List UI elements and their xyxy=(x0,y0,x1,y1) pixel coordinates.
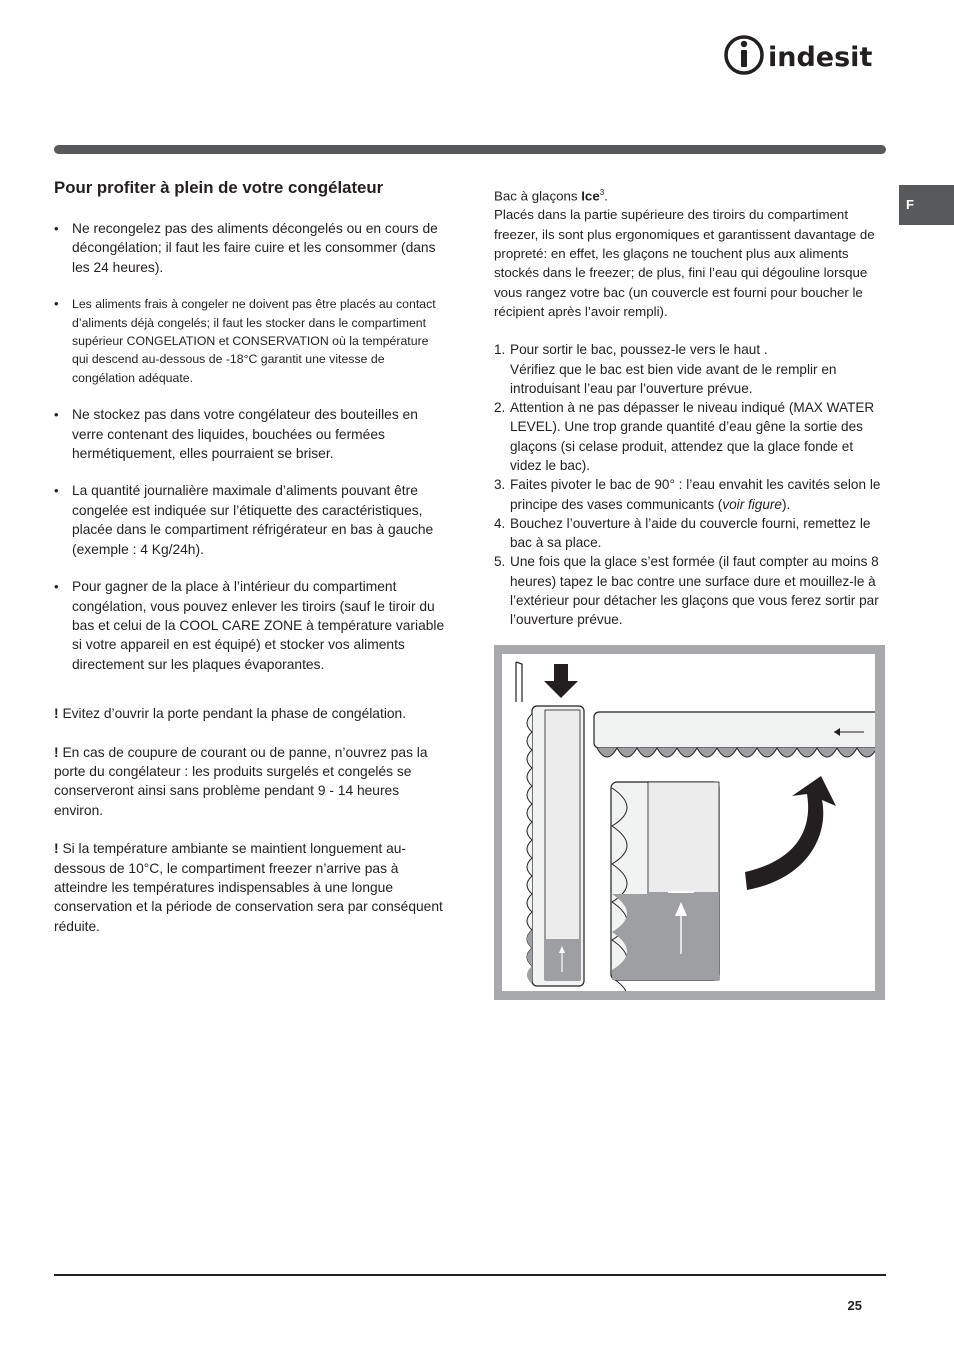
standing-tray xyxy=(611,782,719,991)
ice-tray-name: Ice xyxy=(581,188,600,204)
ice-tray-figure xyxy=(494,645,885,1000)
left-column xyxy=(54,177,446,955)
ice-tray-illustration xyxy=(502,654,875,991)
list-item: • Les aliments frais à congeler ne doivent pas être placés au contact d’aliments déjà congelés; il faut les stocker dans le compartiment supérieur CONGELATION et CONSERVATION où la température qui descend au-dessous de -18°C garantit une vitesse de congélation adéquate. xyxy=(54,295,446,387)
step-text: Bouchez l’ouverture à l’aide du couvercle fourni, remettez le bac à sa place. xyxy=(510,515,871,551)
ice-tray-heading xyxy=(494,183,888,205)
step-number: 1. xyxy=(494,342,506,358)
step-item xyxy=(494,398,888,475)
step-item xyxy=(494,552,888,629)
step-text-end: ). xyxy=(782,496,791,512)
list-item: • La quantité journalière maximale d’aliments pouvant être congelée est indiquée sur l’étiquette des caractéristiques, placée dans le compartiment réfrigérateur en bas à gauche (exemple : 4 Kg/24h). xyxy=(54,481,446,559)
ice-tray-sup: 3 xyxy=(599,188,605,197)
step-text: Pour sortir le bac, poussez-le vers le haut . xyxy=(510,342,768,358)
warnings xyxy=(54,704,446,936)
warning-text xyxy=(54,704,446,723)
steps-list xyxy=(494,340,888,629)
warning-body: Si la température ambiante se maintient longuement au-dessous de 10°C, le compartiment freezer n’arrive pas à atteindre les températures indispensables à une longue conservation et la période de conservation sera par conséquent réduite. xyxy=(54,841,443,934)
horizontal-tray xyxy=(594,712,875,757)
list-item: • Ne stockez pas dans votre congélateur des bouteilles en verre contenant des liquides, bouchées ou fermées hermétiquement, elles pourraient se briser. xyxy=(54,405,446,463)
figure-canvas xyxy=(502,654,875,991)
down-arrow-icon xyxy=(544,664,578,698)
step-item xyxy=(494,340,888,398)
logo-wordmark: indesit xyxy=(768,42,873,73)
warning-mark: ! xyxy=(54,744,59,760)
vertical-tray xyxy=(527,706,584,986)
list-item: • Pour gagner de la place à l’intérieur du compartiment congélation, vous pouvez enlever les tiroirs (sauf le tiroir du bas et celui de la COOL CARE ZONE à température variable si votre appareil en est équipé) et stocker vos aliments directement sur les plaques évaporantes. xyxy=(54,577,446,674)
warning-text xyxy=(54,743,446,821)
step-item xyxy=(494,475,888,514)
warning-text xyxy=(54,839,446,936)
step-number: 3. xyxy=(494,477,506,493)
list-item: • Ne recongelez pas des aliments décongelés ou en cours de décongélation; il faut les faire cuire et les consommer (dans les 24 heures). xyxy=(54,219,446,277)
ice-tray-intro: Placés dans la partie supérieure des tiroirs du compartiment freezer, ils sont plus ergonomiques et garantissent davantage de propreté: en effet, les glaçons ne touchent plus aux aliments stockés dans le freezer; de plus, fini l’eau qui dégouline lorsque vous rangez votre bac (un couvercle est fourni pour boucher le récipient après l’avoir rempli). xyxy=(494,207,875,319)
header-bar xyxy=(54,145,886,154)
step-text: Une fois que la glace s’est formée (il faut compter au moins 8 heures) tapez le bac contre une surface dure et mouillez-le à l’extérieur pour détacher les glaçons que vous ferez sortir par l’ouverture prévue. xyxy=(510,554,879,628)
step-italic: voir figure xyxy=(722,496,782,512)
step-text: Faites pivoter le bac de 90° : l’eau envahit les cavités selon le principe des vases communicants ( xyxy=(510,477,881,512)
ice-tray-end: . xyxy=(604,188,608,204)
footer-rule xyxy=(54,1274,886,1276)
step-text: Attention à ne pas dépasser le niveau indiqué (MAX WATER LEVEL). Une trop grande quantité d’eau gêne la sortie des glaçons (si celase produit, attendez que la glace fonde et videz le bac). xyxy=(510,400,875,473)
step-number: 2. xyxy=(494,400,506,416)
tips-list xyxy=(54,219,446,674)
ice-tray-label: Bac à glaçons xyxy=(494,188,582,204)
step-number: 5. xyxy=(494,554,506,570)
step-item xyxy=(494,514,888,553)
indesit-logo xyxy=(724,33,886,77)
language-tab: F xyxy=(899,185,954,225)
section-title: Pour profiter à plein de votre congélateur xyxy=(54,178,384,197)
warning-mark: ! xyxy=(54,841,59,857)
right-column xyxy=(494,183,888,630)
warning-mark: ! xyxy=(54,706,59,722)
step-number: 4. xyxy=(494,515,506,531)
indesit-logo-icon xyxy=(724,33,886,77)
page-number: 25 xyxy=(847,1298,862,1313)
curved-arrow-icon xyxy=(745,776,836,890)
warning-body: En cas de coupure de courant ou de panne, n’ouvrez pas la porte du congélateur : les produits surgelés et congelés se conserveront ainsi sans problème pendant 9 - 14 heures environ. xyxy=(54,744,428,818)
step-text: Vérifiez que le bac est bien vide avant de le remplir en introduisant l’eau par l’ouverture prévue. xyxy=(510,361,837,396)
warning-body: Evitez d’ouvrir la porte pendant la phase de congélation. xyxy=(58,706,407,722)
